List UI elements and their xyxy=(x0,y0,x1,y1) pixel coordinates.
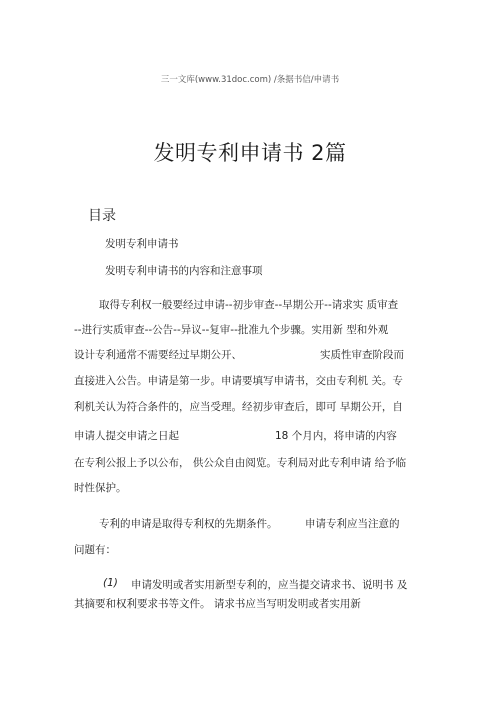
body-line: 其摘要和权利要求书等文件。 请求书应当写明发明或者实用新 xyxy=(74,598,361,610)
body-line: 取得专利权一般要经过申请--初步审查--早期公开--请求实 质审查 xyxy=(99,299,399,311)
body-line: 问题有： xyxy=(74,544,116,556)
body-line: 设计专利通常不需要经过早期公开、 xyxy=(74,349,242,361)
body-line: 申请人提交申请之日起 xyxy=(74,430,179,442)
body-line: 实质性审查阶段而 xyxy=(320,349,404,361)
body-line: 时性保护。 xyxy=(74,482,127,494)
toc-item: 发明专利申请书 xyxy=(105,238,179,250)
body-line: 申请发明或者实用新型专利的，应当提交请求书、说明书 及 xyxy=(131,579,408,591)
document-title: 发明专利申请书 2篇 xyxy=(153,141,347,165)
page-header: 三一文库(www.31doc.com) /条据书信/申请书 xyxy=(160,75,340,85)
body-line: --进行实质审查--公告--异议--复审--批准九个步骤。实用新 型和外观 xyxy=(74,324,389,336)
toc-item: 发明专利申请书的内容和注意事项 xyxy=(105,265,263,277)
toc-heading: 目录 xyxy=(88,208,116,224)
body-line: 直接进入公告。申请是第一步。申请要填写申请书，交由专利机 关。专 xyxy=(74,375,403,387)
body-line: 18 个月内，将申请的内容 xyxy=(275,430,397,442)
item-number: (1) xyxy=(103,577,118,589)
body-line: 专利的申请是取得专利权的先期条件。 xyxy=(99,518,278,530)
body-line: 在专利公报上予以公布， 供公众自由阅览。专利局对此专利申请 给予临 xyxy=(74,457,407,469)
body-line: 利机关认为符合条件的，应当受理。经初步审查后，即可 早期公开，自 xyxy=(74,401,403,413)
body-line: 申请专利应当注意的 xyxy=(305,518,400,530)
